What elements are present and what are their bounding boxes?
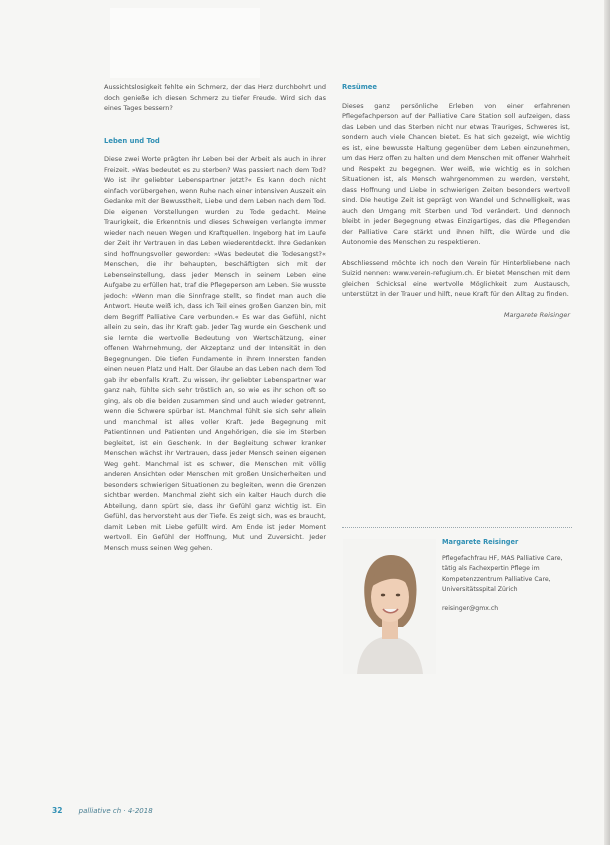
author-bio: Pflegefachfrau HF, MAS Palliative Care, tätig als Fachexpertin Pflege im Kompetenzzentrum Palliative Care, Universitätsspital Zürich bbox=[442, 554, 563, 593]
closing-paragraph: Abschliessend möchte ich noch den Verein für Hinterbliebene nach Suizid nennen: www.verein-refugium.ch. Er bietet Menschen mit dem gleichen Schicksal eine wertvolle Möglichkeit zum Austausch, unterstützt in der Trauer und hilft, neue Kraft für den Alltag zu finden. bbox=[342, 258, 570, 298]
body-paragraph: Diese zwei Worte prägten ihr Leben bei der Arbeit als auch in ihrer Freizeit. »Was bedeutet es zu sterben? Was passiert nach dem Tod? Wo ist ihr geliebter Lebenspartner jetzt?« Es kann doch nicht einfach vorübergehen, wenn Ruhe nach einer intensiven Auszeit ein Gedanke mit der Bewusstheit, Liebe und dem Leben nach dem Tod. Die eigenen Vorstellungen wurden zu Tode gedacht. Meine Traurigkeit, die Erkenntnis und dieses Schweigen verlangte immer wieder nach neuen Wegen und Kraftquellen. Ingeborg hat im Laufe der Zeit ihr Vertrauen in das Leben wiederentdeckt. Ihre Gedanken sind hoffnungsvoller geworden: »Was bedeutet die Todesangst?« Menschen, die ihr behaupten, beschäftigten sich mit der Lebenseinstellung, dass jeder Mensch in seinem Leben eine Aufgabe zu erfüllen hat, traf die Pflegeperson am Leben. Sie wusste jedoch: »Wenn man die Sinnfrage stellt, so findet man auch die Antwort. Heute weiß ich, dass ich Teil eines großen Ganzen bin, mit dem Begriff Palliative Care verbunden.« Es war das Gefühl, nicht allein zu sein, das ihr Kraft gab. Jeder Tag wurde ein Geschenk und sie lernte die wertvolle Bedeutung von Wertschätzung, einer offenen Wahrnehmung, der Akzeptanz und der Intensität in den Begegnungen. Die tiefen Fundamente in ihrem Innersten fanden einen neuen Platz und Halt. Der Glaube an das Leben nach dem Tod gab ihr ebenfalls Kraft. Zu wissen, ihr geliebter Lebenspartner war ganz nah, fühlte sich sehr tröstlich an, so wie es ihr schon oft so ging, als ob die beiden zusammen sind und auch wieder getrennt, wenn die Schwere spürbar ist. Manchmal fühlt sie sich sehr allein und manchmal ist alles voller Kraft. Jede Begegnung mit Patientinnen und Patienten und Angehörigen, die sie im Sterben begleitet, ist ein Geschenk. In der Begleitung schwer kranker Menschen wächst ihr Vertrauen, dass jeder Mensch seinen eigenen Weg geht. Manchmal ist es schwer, die Menschen mit völlig anderen Ansichten oder Menschen mit großen Unsicherheiten und besonders schwierigen Situationen zu begleiten, wenn die Grenzen sichtbar werden. Manchmal zieht sich ein kalter Hauch durch die Abteilung, dann spürt sie, dass ihr Gefühl ganz wichtig ist. Ein Gefühl, das hervorsteht aus der Tiefe. Es zeigt sich, was es braucht, damit Leben mit Liebe gefüllt wird. Am Ende ist jeder Moment wertvoll. Ein Gefühl der Hoffnung, Mut und Zuversicht. Jeder Mensch muss seinen Weg gehen. bbox=[104, 155, 326, 552]
author-box bbox=[442, 537, 572, 614]
author-box-divider bbox=[342, 527, 572, 528]
page-edge-shadow bbox=[604, 0, 610, 845]
magazine-issue: palliative ch · 4-2018 bbox=[78, 807, 153, 815]
section-heading-leben-und-tod: Leben und Tod bbox=[104, 136, 160, 145]
faded-top-area bbox=[110, 8, 260, 78]
author-portrait-icon bbox=[343, 539, 436, 674]
page-footer bbox=[52, 806, 153, 815]
author-email[interactable]: reisinger@gmx.ch bbox=[442, 604, 499, 612]
right-column bbox=[342, 82, 570, 330]
portrait-illustration bbox=[343, 539, 436, 674]
left-column bbox=[104, 82, 326, 563]
intro-paragraph: Aussichtslosigkeit fehlte ein Schmerz, der das Herz durchbohrt und doch genieße ich diesen Schmerz zu tiefer Freude. Wird sich das eines Tages bessern? bbox=[104, 83, 326, 112]
section-heading-resumee: Resümee bbox=[342, 83, 378, 91]
page-number: 32 bbox=[52, 806, 63, 815]
author-name: Margarete Reisinger bbox=[442, 538, 519, 546]
resumee-paragraph: Dieses ganz persönliche Erleben von einer erfahrenen Pflegefachperson auf der Palliative Care Station soll aufzeigen, dass das Leben und das Sterben nicht nur etwas Trauriges, Schweres ist, sondern auch viele Chancen bietet. Es hat sich gezeigt, wie wichtig es ist, eine bewusste Haltung gegenüber dem Leben einzunehmen, um das Herz offen zu halten und dem Menschen mit offener Wahrheit und Respekt zu begegnen. Wer weiß, wie wichtig es in solchen Situationen ist, als Mensch wahrgenommen zu werden, versteht, dass Hoffnung und Liebe in schwierigen Zeiten besonders wertvoll sind. Die heutige Zeit ist geprägt von Wandel und Schnelligkeit, was auch den Umgang mit Sterben und Tod verändert. Und dennoch bleibt in jeder Begegnung etwas Einzigartiges, das die Pflegenden der Palliative Care stärkt und ihnen hilft, die Würde und die Autonomie des Menschen zu respektieren. bbox=[342, 101, 570, 246]
signature: Margarete Reisinger bbox=[503, 310, 570, 319]
